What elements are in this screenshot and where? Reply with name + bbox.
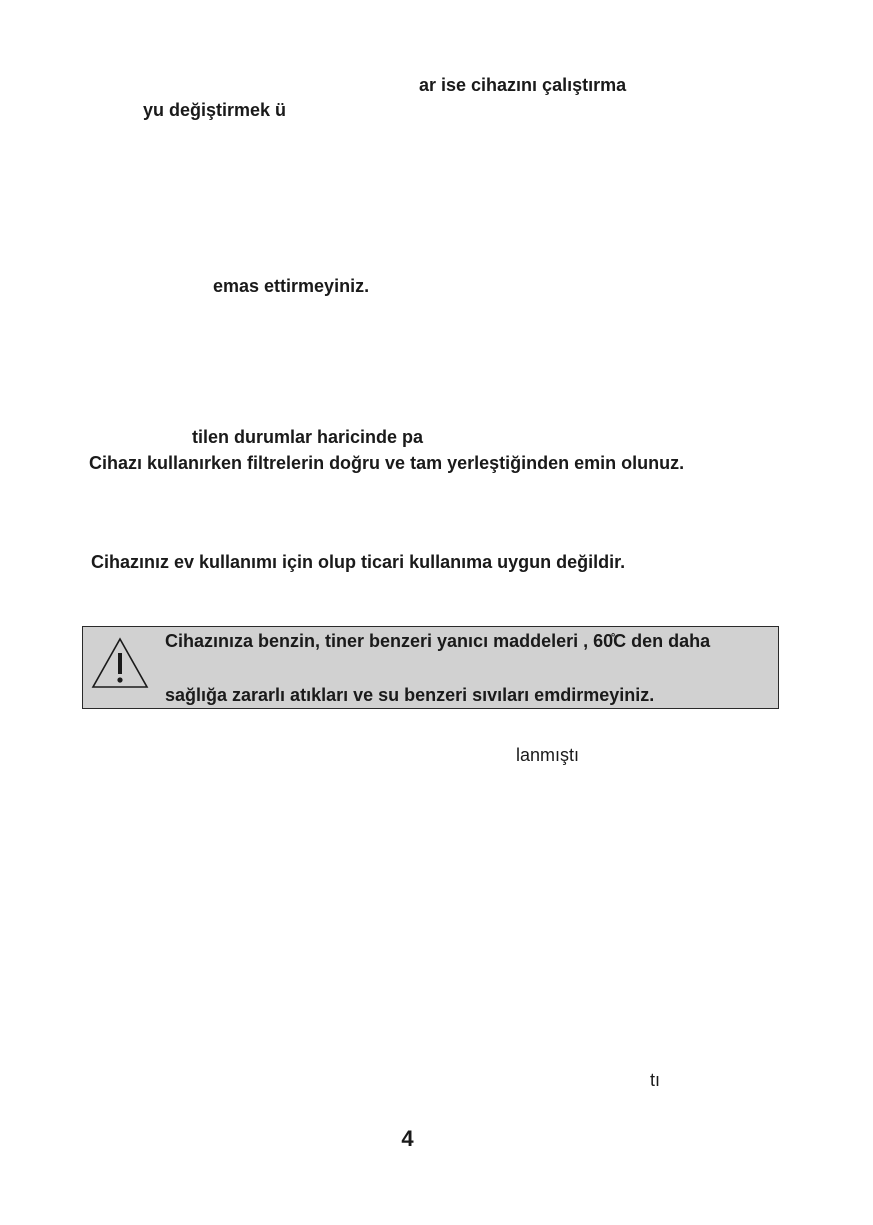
- warning-box: [82, 626, 779, 709]
- text-line-6: Cihazınız ev kullanımı için olup ticari kullanıma uygun değildir.: [91, 552, 626, 572]
- page-number: 4: [401, 1126, 414, 1151]
- warning-text-line-2: sağlığa zararlı atıkları ve su benzeri sıvıları emdirmeyiniz.: [165, 685, 655, 705]
- warning-text-line-1: Cihazınıza benzin, tiner benzeri yanıcı maddeleri , 60̊C den daha: [165, 631, 711, 651]
- text-line-8: tı: [650, 1070, 661, 1090]
- text-line-1: ar ise cihazını çalıştırma: [419, 75, 627, 95]
- text-line-4: tilen durumlar haricinde pa: [192, 427, 424, 447]
- text-line-7: lanmıştı: [516, 745, 580, 765]
- text-line-3: emas ettirmeyiniz.: [213, 276, 370, 296]
- text-line-2: yu değiştirmek ü: [143, 100, 287, 120]
- warning-triangle-icon: [90, 636, 150, 690]
- text-line-5: Cihazı kullanırken filtrelerin doğru ve tam yerleştiğinden emin olunuz.: [89, 453, 685, 473]
